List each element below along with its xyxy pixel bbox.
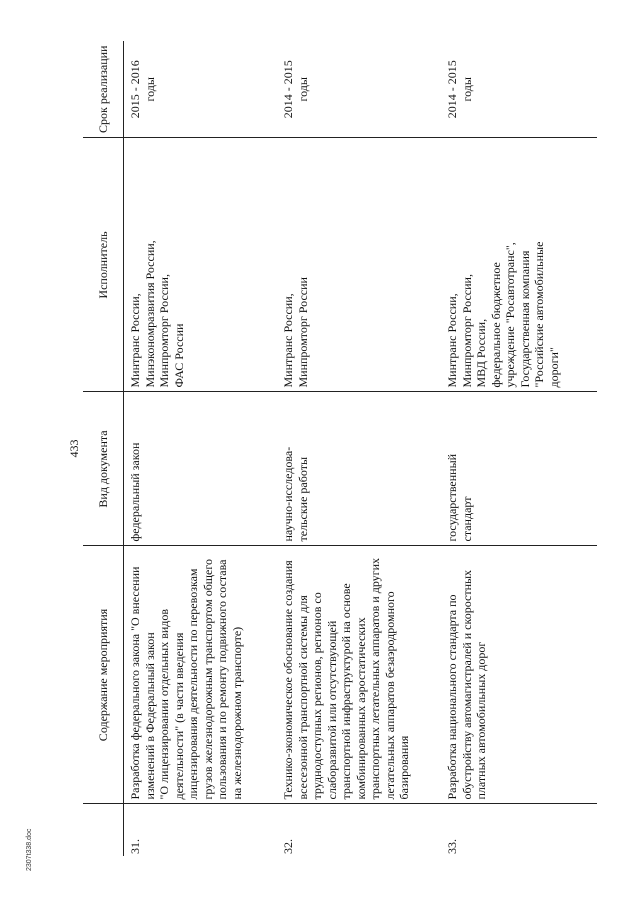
- row-content: Технико-экономическое обоснование создания всесезонной транспортной системы для труднодоступных регионов, регионов со слаборазвитой или отсутствующей транспортной инфраструктурой на основе комбинированных аэростатических транспортных летательных аппаратов и других летательных аппаратов безаэродромного базирования: [277, 546, 441, 804]
- page-number: 433: [67, 439, 81, 458]
- header-num: [83, 804, 124, 856]
- row-content: Разработка национального стандарта по обустройству автомагистралей и скоростных платных автомобильных дорог: [441, 546, 597, 804]
- table-row: [277, 41, 441, 856]
- row-number: 33.: [445, 839, 459, 854]
- header-doc-type: Вид документа: [83, 392, 124, 546]
- document-code: 2307t338.doc: [26, 828, 33, 871]
- row-executor: Минтранс России, Минпромторг России, МВД России, федеральное бюджетное учреждение "Росавтотранс", Государственная компания "Российские автомобильные дороги": [441, 138, 597, 392]
- row-content: Разработка федерального закона "О внесении изменений в Федеральный закон "О лицензировании отдельных видов деятельности" (в части введения лицензирования деятельности по перевозкам грузов железнодорожным транспортом общего пользования и по ремонту подвижного состава на железнодорожном транспорте): [124, 546, 278, 804]
- row-executor: Минтранс России, Минпромторг России: [277, 138, 441, 392]
- table-header-row: [83, 41, 124, 856]
- row-doc-type: федеральный закон: [124, 392, 278, 546]
- row-number: 31.: [128, 839, 142, 854]
- row-deadline: 2014 - 2015 годы: [277, 41, 441, 138]
- header-deadline: Срок реализации: [83, 41, 124, 138]
- table-row: [124, 41, 278, 856]
- row-deadline: 2015 - 2016 годы: [124, 41, 278, 138]
- table-row: [441, 41, 597, 856]
- row-number: 32.: [281, 839, 295, 854]
- rotated-page: [65, 41, 620, 856]
- row-deadline: 2014 - 2015 годы: [441, 41, 597, 138]
- measures-table: [83, 41, 597, 856]
- row-doc-type: научно-исследова- тельские работы: [277, 392, 441, 546]
- header-content: Содержание мероприятия: [83, 546, 124, 804]
- row-doc-type: государственный стандарт: [441, 392, 597, 546]
- row-executor: Минтранс России, Минэкономразвития России, Минпромторг России, ФАС России: [124, 138, 278, 392]
- header-executor: Исполнитель: [83, 138, 124, 392]
